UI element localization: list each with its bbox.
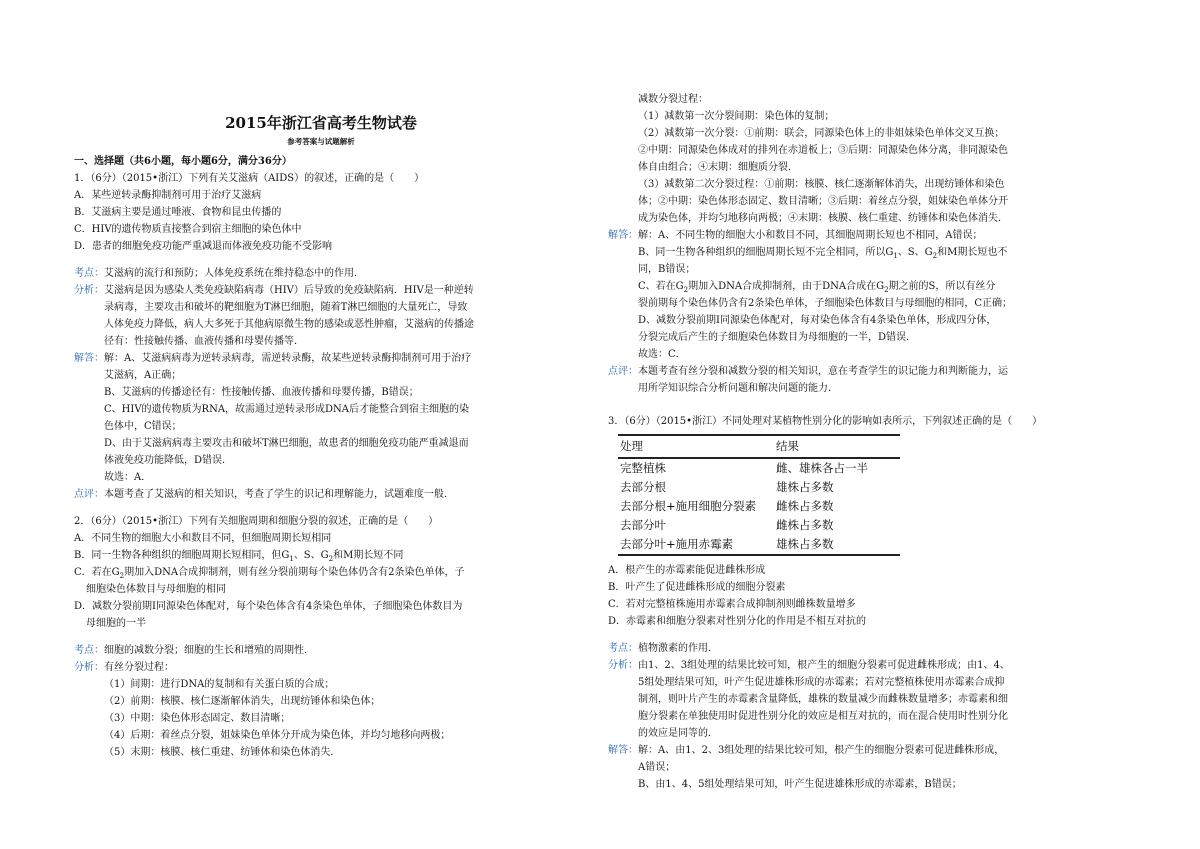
q2-jieda-b-cont: 同，B错误； bbox=[638, 264, 696, 275]
table-header-treatment: 处理 bbox=[618, 435, 774, 458]
q2-option-a: A．不同生物的细胞大小和数目不同，但细胞周期长短相同 bbox=[74, 533, 332, 544]
q1-jieda-line-6: D、由于艾滋病病毒主要攻击和破坏T淋巴细胞，故患者的细胞免疫功能严重减退而 bbox=[104, 438, 469, 449]
table-cell: 去部分根 bbox=[620, 480, 666, 494]
q2-jieda-c-cont: 裂前期每个染色体仍含有2条染色单体，子细胞染色体数目与母细胞的相同，C正确； bbox=[638, 298, 1013, 309]
q2-meiosis-line-3: ②中期：同源染色体成对的排列在赤道板上；③后期：同源染色体分离，非同源染色 bbox=[638, 145, 1008, 156]
q3-fenxi-line-2: 5组处理结果可知，叶产生促进雄株形成的赤霉素；若对完整植株使用赤霉素合成抑 bbox=[638, 677, 1005, 688]
q2-jieda-a: 解答：解：A、不同生物的细胞大小和数目不同，其细胞周期长短也不相同，A错误； bbox=[608, 230, 983, 241]
q2-option-d: D．减数分裂前期Ⅰ同源染色体配对，每个染色体含有4条染色单体，子细胞染色体数目为 bbox=[74, 601, 463, 612]
q3-jieda-line-3: B、由1、4、5组处理结果可知，叶产生促进雄株形成的赤霉素，B错误； bbox=[638, 779, 962, 790]
q1-jieda-line-7: 体液免疫功能降低，D错误． bbox=[104, 455, 233, 466]
table-cell: 雌株占多数 bbox=[776, 518, 834, 532]
q1-jieda-line-8: 故选：A． bbox=[104, 472, 152, 483]
q3-jieda-line-2: A错误； bbox=[638, 762, 676, 773]
q1-option-b: B．艾滋病主要是通过唾液、食物和昆虫传播的 bbox=[74, 207, 282, 218]
q3-option-d: D．赤霉素和细胞分裂素对性别分化的作用是不相互对抗的 bbox=[608, 616, 867, 627]
table-header-row bbox=[618, 435, 900, 458]
q2-mitosis-step-5: （5）末期：核膜、核仁重建、纺锤体和染色体消失． bbox=[104, 747, 341, 758]
q2-meiosis-line-2: （2）减数第一次分裂：①前期：联会，同源染色体上的非姐妹染色单体交叉互换； bbox=[638, 128, 1005, 139]
label-kaodian: 考点： bbox=[608, 643, 638, 654]
q1-option-a: A．某些逆转录酶抑制剂可用于治疗艾滋病 bbox=[74, 190, 262, 201]
q1-option-c: C．HIV的遗传物质直接整合到宿主细胞的染色体中 bbox=[74, 224, 302, 235]
label-kaodian: 考点： bbox=[74, 645, 104, 656]
q2-option-c-cont: 细胞染色体数目与母细胞的相同 bbox=[86, 584, 226, 595]
q3-option-c: C．若对完整植株施用赤霉素合成抑制剂则雌株数量增多 bbox=[608, 599, 856, 610]
q1-stem: 1．（6分）（2015•浙江）下列有关艾滋病（AIDS）的叙述，正确的是（ ） bbox=[74, 173, 425, 184]
q3-fenxi-line-4: 胞分裂素在单独使用时促进性别分化的效应是相互对抗的，而在混合使用时性别分化 bbox=[638, 711, 1008, 722]
q2-option-b: B．同一生物各种组织的细胞周期长短相同，但$G_1$、S、$G_2$和M期长短不同 bbox=[74, 550, 404, 563]
q1-fenxi-line-4: 径有：性接触传播、血液传播和母婴传播等． bbox=[104, 336, 304, 347]
q2-option-d-cont: 母细胞的一半 bbox=[86, 618, 146, 629]
q2-kaodian: 考点：细胞的减数分裂；细胞的生长和增殖的周期性． bbox=[74, 645, 314, 656]
q3-treatment-table bbox=[618, 434, 900, 556]
label-jieda: 解答： bbox=[74, 353, 104, 364]
right-column bbox=[608, 91, 1063, 793]
q2-jieda-d-line-2: 分裂完成后产生的子细胞染色体数目为母细胞的一半，D错误． bbox=[638, 332, 917, 343]
table-cell: 完整植株 bbox=[620, 461, 666, 475]
document-title: 2015年浙江省高考生物试卷 bbox=[225, 114, 417, 132]
q3-kaodian: 考点：植物激素的作用． bbox=[608, 643, 718, 654]
label-fenxi: 分析： bbox=[608, 660, 638, 671]
label-jieda: 解答： bbox=[608, 745, 638, 756]
table-cell: 去部分叶+施用赤霉素 bbox=[618, 535, 774, 555]
q3-option-b: B．叶产生了促进雌株形成的细胞分裂素 bbox=[608, 582, 786, 593]
label-kaodian: 考点： bbox=[74, 268, 104, 279]
table-cell: 雌株占多数 bbox=[776, 499, 834, 513]
section-heading: 一、选择题（共6小题，每小题6分，满分36分） bbox=[74, 156, 292, 167]
table-cell: 雄株占多数 bbox=[774, 535, 900, 555]
q2-fenxi: 分析：有丝分裂过程： bbox=[74, 662, 174, 673]
table-row bbox=[618, 478, 900, 497]
q2-mitosis-step-1: （1）间期：进行DNA的复制和有关蛋白质的合成； bbox=[104, 679, 335, 690]
table-cell: 雌、雄株各占一半 bbox=[776, 461, 868, 475]
table-cell: 去部分叶 bbox=[620, 518, 666, 532]
q2-meiosis-intro: 减数分裂过程： bbox=[638, 94, 708, 105]
table-row bbox=[618, 458, 900, 478]
table-cell: 去部分根+施用细胞分裂素 bbox=[620, 499, 757, 513]
table-header-result: 结果 bbox=[774, 435, 900, 458]
q1-kaodian: 考点：艾滋病的流行和预防；人体免疫系统在维持稳态中的作用． bbox=[74, 268, 364, 279]
table-row bbox=[618, 516, 900, 535]
q2-meiosis-line-6: 体；②中期：染色体形态固定、数目清晰；③后期：着丝点分裂，姐妹染色单体分开 bbox=[638, 196, 1008, 207]
q1-jieda-line-1: 解答：解：A、艾滋病病毒为逆转录病毒，需逆转录酶，故某些逆转录酶抑制剂可用于治疗 bbox=[74, 353, 472, 364]
label-fenxi: 分析： bbox=[74, 662, 104, 673]
q2-option-c: C．若在$G_2$期加入DNA合成抑制剂，则有丝分裂前期每个染色体仍含有2条染色单体，子 bbox=[74, 567, 465, 580]
q1-option-d: D．患者的细胞免疫功能严重减退而体液免疫功能不受影响 bbox=[74, 241, 333, 252]
q1-fenxi-line-2: 录病毒，主要攻击和破坏的靶细胞为T淋巴细胞，随着T淋巴细胞的大量死亡，导致 bbox=[104, 302, 468, 313]
q2-jieda-c: C、若在$G_2$期加入DNA合成抑制剂，由于DNA合成在$G_2$期之前的S，所以有丝分 bbox=[638, 281, 996, 294]
q2-mitosis-step-3: （3）中期：染色体形态固定、数目清晰； bbox=[104, 713, 291, 724]
q1-dianping: 点评：本题考查了艾滋病的相关知识，考查了学生的识记和理解能力，试题难度一般． bbox=[74, 489, 454, 500]
q1-jieda-line-2: 艾滋病，A正确； bbox=[104, 370, 182, 381]
document-subtitle: 参考答案与试题解析 bbox=[287, 137, 355, 146]
q2-jieda-d-line-1: D、减数分裂前期Ⅰ同源染色体配对，每对染色体含有4条染色单体，形成四分体， bbox=[638, 315, 997, 326]
q1-jieda-line-4: C、HIV的遗传物质为RNA，故需通过逆转录形成DNA后才能整合到宿主细胞的染 bbox=[104, 404, 470, 415]
q3-option-a: A．根产生的赤霉素能促进雌株形成 bbox=[608, 565, 766, 576]
q2-stem: 2．（6分）（2015•浙江）下列有关细胞周期和细胞分裂的叙述，正确的是（ ） bbox=[74, 516, 439, 527]
q3-fenxi-line-3: 制剂，则叶片产生的赤霉素含量降低，雄株的数量减少而雌株数量增多；赤霉素和细 bbox=[638, 694, 1008, 705]
q1-fenxi-line-3: 人体免疫力降低，病人大多死于其他病原微生物的感染或恶性肿瘤，艾滋病的传播途 bbox=[104, 319, 474, 330]
q2-mitosis-step-4: （4）后期：着丝点分裂，姐妹染色单体分开成为染色体，并均匀地移向两极； bbox=[104, 730, 451, 741]
q2-meiosis-line-7: 成为染色体，并均匀地移向两极；④末期：核膜、核仁重建、纺锤体和染色体消失． bbox=[638, 213, 1008, 224]
q2-meiosis-line-1: （1）减数第一次分裂间期：染色体的复制； bbox=[638, 111, 835, 122]
q1-fenxi-line-1: 分析：艾滋病是因为感染人类免疫缺陷病毒（HIV）后导致的免疫缺陷病．HIV是一种逆转 bbox=[74, 285, 474, 296]
table-row bbox=[618, 497, 900, 516]
q2-dianping-cont: 用所学知识综合分析问题和解决问题的能力． bbox=[638, 383, 838, 394]
label-fenxi: 分析： bbox=[74, 285, 104, 296]
label-dianping: 点评： bbox=[608, 366, 638, 377]
q2-mitosis-step-2: （2）前期：核膜、核仁逐渐解体消失，出现纺锤体和染色体； bbox=[104, 696, 381, 707]
left-column bbox=[74, 0, 568, 761]
label-jieda: 解答： bbox=[608, 230, 638, 241]
label-dianping: 点评： bbox=[74, 489, 104, 500]
q2-jieda-b: B、同一生物各种组织的细胞周期长短不完全相同，所以$G_1$、S、$G_2$和M期长短也不 bbox=[638, 247, 1008, 260]
q3-jieda-line-1: 解答：解：A、由1、2、3组处理的结果比较可知，根产生的细胞分裂素可促进雌株形成， bbox=[608, 745, 1005, 756]
q1-jieda-line-3: B、艾滋病的传播途径有：性接触传播、血液传播和母婴传播，B错误； bbox=[104, 387, 419, 398]
q1-jieda-line-5: 色体中，C错误； bbox=[104, 421, 182, 432]
q2-dianping: 点评：本题考查有丝分裂和减数分裂的相关知识，意在考查学生的识记能力和判断能力，运 bbox=[608, 366, 1008, 377]
q2-meiosis-line-5: （3）减数第二次分裂过程：①前期：核膜、核仁逐渐解体消失，出现纺锤体和染色 bbox=[638, 179, 1005, 190]
q3-fenxi-line-5: 的效应是同等的． bbox=[638, 728, 718, 739]
table-cell: 雄株占多数 bbox=[776, 480, 834, 494]
q3-stem: 3．（6分）（2015•浙江）不同处理对某植物性别分化的影响如表所示，下列叙述正确的是（ ） bbox=[608, 416, 1043, 427]
q3-fenxi-line-1: 分析：由1、2、3组处理的结果比较可知，根产生的细胞分裂素可促进雌株形成；由1、4、 bbox=[608, 660, 1010, 671]
q2-meiosis-line-4: 体自由组合；④末期：细胞质分裂． bbox=[638, 162, 798, 173]
q2-jieda-answer: 故选：C． bbox=[638, 349, 686, 360]
table-row bbox=[618, 535, 900, 555]
